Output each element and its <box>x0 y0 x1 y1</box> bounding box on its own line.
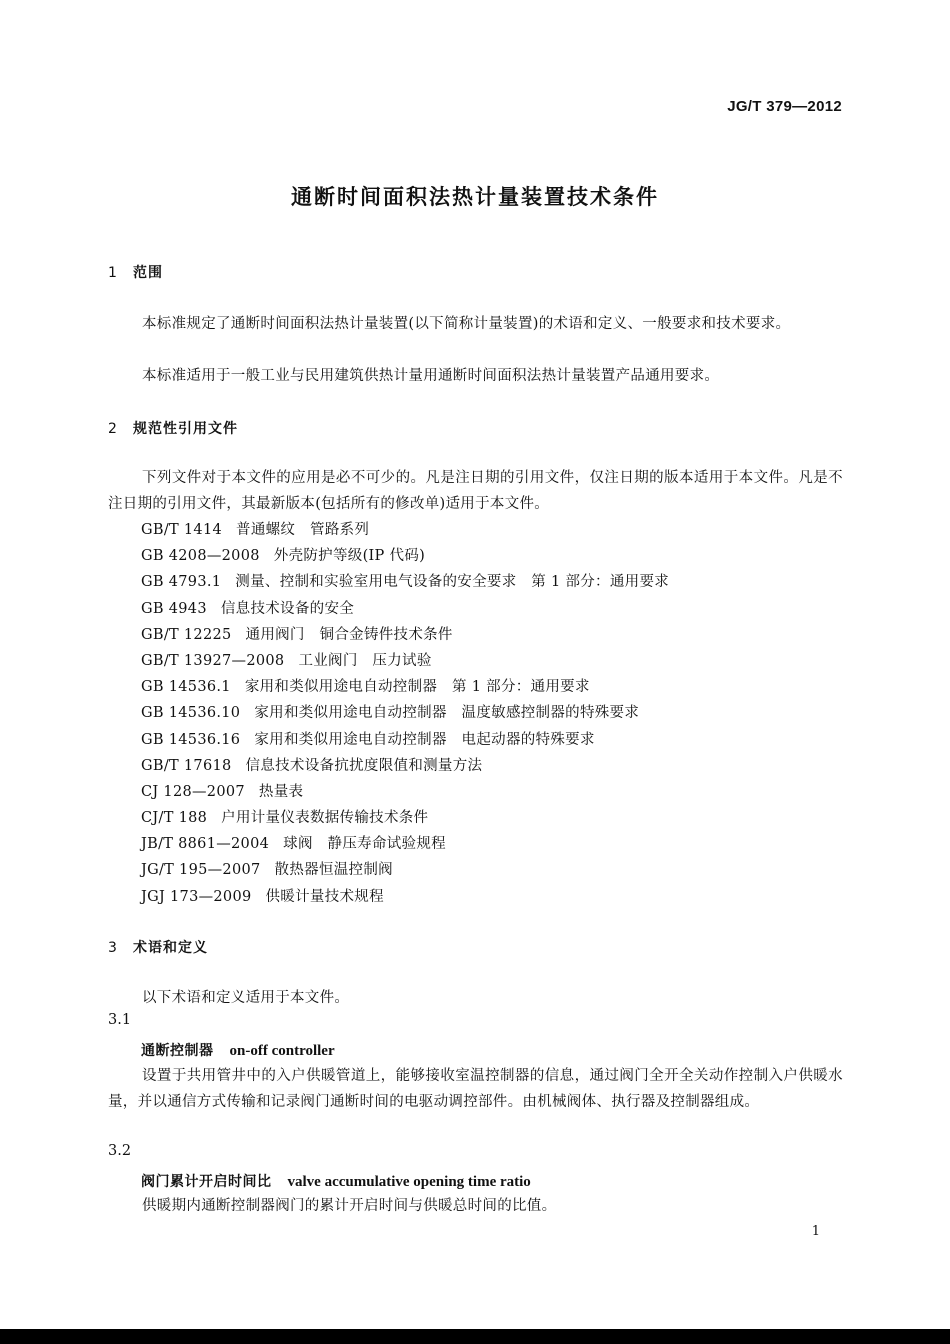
term-cn: 通断控制器 <box>141 1043 214 1059</box>
reference-name: 信息技术设备的安全 <box>220 600 355 617</box>
reference-code: GB 14536.10 <box>141 705 241 722</box>
reference-item <box>141 779 669 805</box>
reference-item <box>141 700 669 726</box>
section-3-intro: 以下术语和定义适用于本文件。 <box>142 990 350 1006</box>
bottom-border <box>0 1329 950 1344</box>
reference-name: 家用和类似用途电自动控制器 电起动器的特殊要求 <box>254 731 595 748</box>
term-en: on-off controller <box>229 1043 335 1059</box>
reference-code: GB/T 13927—2008 <box>141 652 285 669</box>
section-2-intro: 下列文件对于本文件的应用是必不可少的。凡是注日期的引用文件，仅注日期的版本适用于本文件。凡是不注日期的引用文件，其最新版本(包括所有的修改单)适用于本文件。 <box>108 470 843 512</box>
reference-item <box>141 648 669 674</box>
section-3-heading <box>108 937 208 957</box>
term-definition: 设置于共用管井中的入户供暖管道上，能够接收室温控制器的信息，通过阀门全开全关动作控制入户供暖水量，并以通信方式传输和记录阀门通断时间的电驱动调控部件。由机械阀体、执行器及控制器组成。 <box>108 1068 843 1110</box>
term-title <box>141 1040 335 1060</box>
reference-item <box>141 569 669 595</box>
section-title: 范围 <box>133 265 163 281</box>
reference-item <box>141 596 669 622</box>
reference-name: 家用和类似用途电自动控制器 温度敏感控制器的特殊要求 <box>254 705 640 722</box>
reference-list <box>141 517 669 910</box>
reference-code: GB/T 17618 <box>141 757 232 774</box>
reference-item <box>141 517 669 543</box>
reference-code: GB 4208—2008 <box>141 548 260 565</box>
reference-code: GB/T 1414 <box>141 522 223 538</box>
reference-item <box>141 674 669 700</box>
section-number: 2 <box>108 421 118 437</box>
term-cn: 阀门累计开启时间比 <box>141 1174 272 1190</box>
reference-name: 信息技术设备抗扰度限值和测量方法 <box>245 757 483 774</box>
document-title: 通断时间面积法热计量装置技术条件 <box>291 185 659 209</box>
section-1-paragraph: 本标准适用于一般工业与民用建筑供热计量用通断时间面积法热计量装置产品通用要求。 <box>142 368 720 384</box>
reference-item <box>141 805 669 831</box>
reference-name: 外壳防护等级(IP 代码) <box>273 548 426 565</box>
reference-item <box>141 753 669 779</box>
section-title: 规范性引用文件 <box>133 421 238 437</box>
reference-item <box>141 857 669 883</box>
term-definition: 供暖期内通断控制器阀门的累计开启时间与供暖总时间的比值。 <box>142 1198 557 1214</box>
section-title: 术语和定义 <box>133 940 208 956</box>
reference-name: 散热器恒温控制阀 <box>274 862 393 879</box>
reference-code: GB 14536.1 <box>141 679 231 696</box>
reference-item <box>141 831 669 857</box>
reference-code: GB 14536.16 <box>141 731 241 748</box>
section-number: 3 <box>108 940 118 956</box>
reference-code: CJ 128—2007 <box>141 783 245 800</box>
section-2-heading <box>108 418 238 438</box>
reference-code: GB/T 12225 <box>141 626 232 643</box>
reference-name: 家用和类似用途电自动控制器 第 1 部分：通用要求 <box>244 679 590 696</box>
reference-item <box>141 727 669 753</box>
reference-name: 测量、控制和实验室用电气设备的安全要求 第 1 部分：通用要求 <box>235 574 670 591</box>
reference-item <box>141 543 669 569</box>
reference-name: 热量表 <box>258 783 304 800</box>
term-number: 3.1 <box>108 1012 132 1028</box>
section-1-paragraph: 本标准规定了通断时间面积法热计量装置(以下简称计量装置)的术语和定义、一般要求和技术要求。 <box>142 316 791 332</box>
reference-name: 供暖计量技术规程 <box>265 888 384 905</box>
page-number: 1 <box>811 1224 820 1239</box>
reference-item <box>141 622 669 648</box>
reference-code: GB 4943 <box>141 600 207 617</box>
reference-code: GB 4793.1 <box>141 574 222 591</box>
reference-name: 球阀 静压寿命试验规程 <box>283 836 446 853</box>
reference-name: 户用计量仪表数据传输技术条件 <box>221 810 429 827</box>
section-number: 1 <box>108 265 118 281</box>
reference-code: CJ/T 188 <box>141 810 208 827</box>
term-title <box>141 1171 531 1191</box>
reference-name: 普通螺纹 管路系列 <box>236 522 370 538</box>
section-1-heading <box>108 262 163 282</box>
reference-name: 通用阀门 铜合金铸件技术条件 <box>245 626 453 643</box>
term-en: valve accumulative opening time ratio <box>287 1174 531 1190</box>
term-number: 3.2 <box>108 1143 132 1159</box>
reference-item <box>141 884 669 910</box>
standard-number: JG/T 379—2012 <box>727 98 842 115</box>
reference-name: 工业阀门 压力试验 <box>298 652 432 669</box>
reference-code: JG/T 195—2007 <box>141 862 261 879</box>
reference-code: JGJ 173—2009 <box>141 888 252 905</box>
reference-code: JB/T 8861—2004 <box>141 836 270 853</box>
